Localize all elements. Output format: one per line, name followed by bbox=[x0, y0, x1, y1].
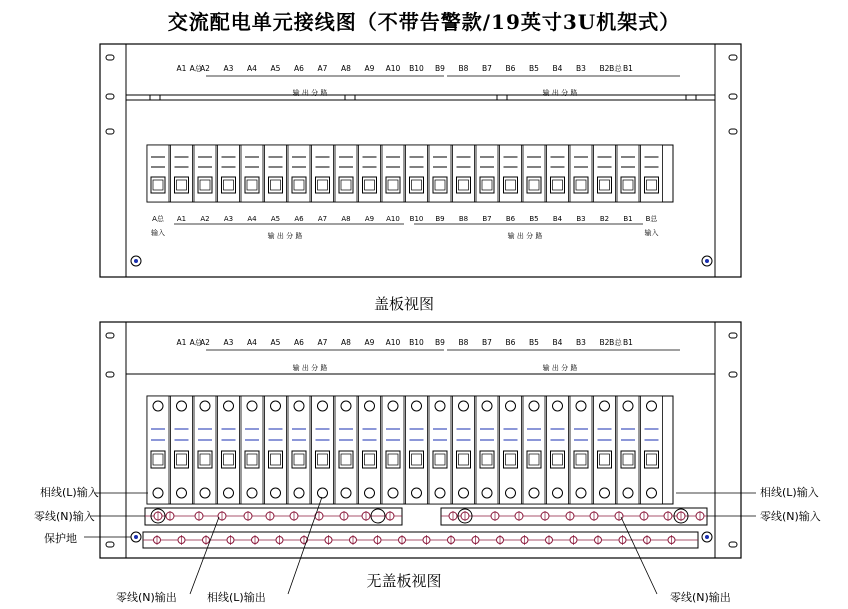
breaker-open bbox=[406, 396, 428, 504]
breaker-label-lower: A2 bbox=[200, 215, 210, 223]
diagram-title: 交流配电单元接线图（不带告警款/19英寸3U机架式） bbox=[167, 10, 681, 34]
breaker-open bbox=[523, 396, 545, 504]
breaker-top-terminal bbox=[224, 401, 234, 411]
breaker-label: A5 bbox=[270, 338, 281, 347]
breaker-top bbox=[594, 145, 616, 202]
breaker-bottom-terminal bbox=[553, 488, 563, 498]
ground-screw-center bbox=[705, 259, 709, 263]
breaker-label: A3 bbox=[223, 338, 234, 347]
breaker-label: B5 bbox=[529, 64, 539, 73]
breaker-label-lower: B2 bbox=[599, 215, 610, 223]
breaker-top bbox=[523, 145, 545, 202]
breaker-top-terminal bbox=[153, 401, 163, 411]
breaker-label-lower: B3 bbox=[576, 215, 586, 223]
breaker-bottom-terminal bbox=[529, 488, 539, 498]
breaker-top bbox=[382, 145, 404, 202]
mount-slot bbox=[106, 94, 114, 99]
breaker-bottom-terminal bbox=[224, 488, 234, 498]
breaker-label: B7 bbox=[482, 338, 492, 347]
breaker-bottom-terminal bbox=[177, 488, 187, 498]
breaker-open bbox=[312, 396, 334, 504]
breaker-top bbox=[476, 145, 498, 202]
breaker-top bbox=[617, 145, 639, 202]
breaker-label: A7 bbox=[317, 338, 328, 347]
breaker-open bbox=[147, 396, 169, 504]
breaker-top bbox=[359, 145, 381, 202]
breaker-open bbox=[359, 396, 381, 504]
breaker-top bbox=[312, 145, 334, 202]
breaker-top bbox=[265, 145, 287, 202]
phase-input-label-left: 相线(L)输入 bbox=[40, 486, 99, 499]
breaker-label: B1 bbox=[623, 64, 633, 73]
breaker-bottom-terminal bbox=[341, 488, 351, 498]
breaker-label: B6 bbox=[505, 64, 516, 73]
breaker-bottom-terminal bbox=[153, 488, 163, 498]
breaker-label: A9 bbox=[364, 64, 375, 73]
breaker-label: A4 bbox=[247, 338, 257, 347]
breaker-label: B总 bbox=[609, 338, 622, 347]
breaker-top bbox=[453, 145, 475, 202]
latch bbox=[686, 95, 696, 100]
mount-slot bbox=[106, 55, 114, 60]
breaker-label-lower: B6 bbox=[505, 215, 516, 223]
breaker-top bbox=[288, 145, 310, 202]
breaker-label-lower: A9 bbox=[364, 215, 375, 223]
latch bbox=[150, 95, 160, 100]
group-b-label: 输 出 分 路 bbox=[542, 89, 578, 97]
breaker-label-lower: A6 bbox=[294, 215, 304, 223]
mount-slot bbox=[106, 129, 114, 134]
breaker-label: B2 bbox=[599, 338, 610, 347]
neutral-output-label-right: 零线(N)输出 bbox=[670, 591, 731, 604]
breaker-label: B7 bbox=[482, 64, 492, 73]
breaker-bottom-terminal bbox=[600, 488, 610, 498]
neutral-output-label-left: 零线(N)输出 bbox=[116, 591, 177, 604]
breaker-bottom-terminal bbox=[365, 488, 375, 498]
breaker-label-lower: B总 bbox=[645, 215, 658, 223]
breaker-label-lower: A4 bbox=[247, 215, 257, 223]
latch bbox=[345, 95, 355, 100]
breaker-top bbox=[147, 145, 169, 202]
breaker-label: A4 bbox=[247, 64, 257, 73]
breaker-label: B1 bbox=[623, 338, 633, 347]
breaker-label: A6 bbox=[294, 338, 304, 347]
breaker-top-terminal bbox=[529, 401, 539, 411]
breaker-top-terminal bbox=[318, 401, 328, 411]
breaker-bottom-terminal bbox=[435, 488, 445, 498]
mount-slot bbox=[729, 55, 737, 60]
breaker-bottom-terminal bbox=[247, 488, 257, 498]
mount-slot bbox=[729, 129, 737, 134]
breaker-open bbox=[382, 396, 404, 504]
breaker-open bbox=[171, 396, 193, 504]
neutral-input-label-right: 零线(N)输入 bbox=[760, 510, 821, 523]
breaker-label: B10 bbox=[409, 64, 424, 73]
breaker-label-lower: B9 bbox=[435, 215, 445, 223]
group-a-label-lower: 输 出 分 路 bbox=[267, 232, 303, 240]
breaker-top bbox=[570, 145, 592, 202]
breaker-top-terminal bbox=[200, 401, 210, 411]
breaker-bottom-terminal bbox=[318, 488, 328, 498]
breaker-top-terminal bbox=[553, 401, 563, 411]
input-label-a: 输入 bbox=[151, 229, 165, 237]
breaker-label-lower: A1 bbox=[176, 215, 187, 223]
ground-label: 保护地 bbox=[44, 532, 77, 545]
breaker-open bbox=[335, 396, 357, 504]
breaker-label: B8 bbox=[458, 64, 469, 73]
ground-screw-center bbox=[134, 259, 138, 263]
ground-screw-center bbox=[134, 535, 138, 539]
breaker-bottom-terminal bbox=[576, 488, 586, 498]
breaker-label-lower: B10 bbox=[409, 215, 424, 223]
breaker-label-lower: A10 bbox=[386, 215, 400, 223]
bottom-view-caption: 无盖板视图 bbox=[366, 572, 442, 590]
breaker-open bbox=[453, 396, 475, 504]
breaker-open bbox=[218, 396, 240, 504]
breaker-label: A7 bbox=[317, 64, 328, 73]
breaker-open bbox=[594, 396, 616, 504]
breaker-open bbox=[288, 396, 310, 504]
breaker-label: B8 bbox=[458, 338, 469, 347]
phase-output-label: 相线(L)输出 bbox=[207, 591, 266, 604]
breaker-label-lower: B4 bbox=[552, 215, 563, 223]
breaker-top-terminal bbox=[435, 401, 445, 411]
breaker-label: A8 bbox=[341, 64, 351, 73]
breaker-bottom-terminal bbox=[623, 488, 633, 498]
mount-slot bbox=[106, 372, 114, 377]
breaker-top-terminal bbox=[365, 401, 375, 411]
breaker-label: A3 bbox=[223, 64, 234, 73]
breaker-label: A6 bbox=[294, 64, 304, 73]
open-panel-view bbox=[84, 322, 756, 594]
breaker-label: A9 bbox=[364, 338, 375, 347]
phase-input-label-right: 相线(L)输入 bbox=[760, 486, 819, 499]
latch bbox=[497, 95, 507, 100]
group-b-label-lower: 输 出 分 路 bbox=[507, 232, 543, 240]
mount-slot bbox=[729, 372, 737, 377]
breaker-top bbox=[218, 145, 240, 202]
breaker-label: B10 bbox=[409, 338, 424, 347]
breaker-label-lower: B7 bbox=[482, 215, 492, 223]
breaker-top-terminal bbox=[177, 401, 187, 411]
cover-panel-view bbox=[100, 44, 741, 277]
breaker-top bbox=[194, 145, 216, 202]
breaker-label: B3 bbox=[576, 64, 586, 73]
breaker-label-lower: A7 bbox=[317, 215, 328, 223]
breaker-top bbox=[406, 145, 428, 202]
breaker-bottom-terminal bbox=[482, 488, 492, 498]
breaker-label: A总 bbox=[189, 64, 203, 73]
breaker-top-terminal bbox=[294, 401, 304, 411]
group-b-label: 输 出 分 路 bbox=[542, 364, 578, 372]
breaker-label-lower: A5 bbox=[270, 215, 281, 223]
breaker-top-terminal bbox=[271, 401, 281, 411]
breaker-label-lower: A总 bbox=[152, 215, 164, 223]
leader-neutral-out-left bbox=[190, 517, 219, 594]
leader-neutral-out-right bbox=[621, 517, 657, 594]
breaker-top-terminal bbox=[576, 401, 586, 411]
breaker-open bbox=[476, 396, 498, 504]
breaker-label: B6 bbox=[505, 338, 516, 347]
breaker-open bbox=[617, 396, 639, 504]
breaker-bottom-terminal bbox=[506, 488, 516, 498]
input-label-b: 输入 bbox=[644, 229, 659, 237]
breaker-bottom-terminal bbox=[294, 488, 304, 498]
breaker-bottom-terminal bbox=[388, 488, 398, 498]
breaker-bottom-terminal bbox=[200, 488, 210, 498]
breaker-top bbox=[241, 145, 263, 202]
mount-slot bbox=[729, 94, 737, 99]
breaker-top-terminal bbox=[600, 401, 610, 411]
breaker-top-terminal bbox=[623, 401, 633, 411]
breaker-top-terminal bbox=[506, 401, 516, 411]
breaker-top bbox=[171, 145, 193, 202]
breaker-label: B4 bbox=[552, 338, 563, 347]
breaker-label: A10 bbox=[385, 64, 401, 73]
breaker-open bbox=[429, 396, 451, 504]
breaker-bottom-terminal bbox=[271, 488, 281, 498]
breaker-label: A5 bbox=[270, 64, 281, 73]
breaker-top-terminal bbox=[647, 401, 657, 411]
breaker-top-terminal bbox=[459, 401, 469, 411]
breaker-label-lower: B5 bbox=[529, 215, 539, 223]
breaker-label-lower: B8 bbox=[458, 215, 469, 223]
breaker-label: B9 bbox=[435, 64, 445, 73]
breaker-open bbox=[500, 396, 522, 504]
breaker-label: A1 bbox=[176, 64, 187, 73]
group-a-label: 输 出 分 路 bbox=[292, 364, 328, 372]
breaker-label-lower: A8 bbox=[341, 215, 351, 223]
breaker-top-terminal bbox=[412, 401, 422, 411]
breaker-label-lower: A3 bbox=[223, 215, 234, 223]
breaker-label-lower: B1 bbox=[623, 215, 633, 223]
breaker-open bbox=[241, 396, 263, 504]
leader-phase-out bbox=[288, 497, 322, 594]
breaker-top-terminal bbox=[388, 401, 398, 411]
breaker-label: B9 bbox=[435, 338, 445, 347]
neutral-input-label-left: 零线(N)输入 bbox=[34, 510, 95, 523]
breaker-label: A2 bbox=[200, 64, 210, 73]
breaker-label: A10 bbox=[385, 338, 401, 347]
mount-slot bbox=[729, 542, 737, 547]
breaker-top-terminal bbox=[482, 401, 492, 411]
breaker-label: B总 bbox=[609, 64, 622, 73]
breaker-top bbox=[641, 145, 663, 202]
breaker-bottom-terminal bbox=[647, 488, 657, 498]
top-view-caption: 盖板视图 bbox=[373, 295, 434, 313]
breaker-label: A总 bbox=[189, 338, 203, 347]
breaker-open bbox=[265, 396, 287, 504]
breaker-bottom-terminal bbox=[459, 488, 469, 498]
breaker-label: B5 bbox=[529, 338, 539, 347]
breaker-open bbox=[641, 396, 663, 504]
breaker-label: A1 bbox=[176, 338, 187, 347]
breaker-label: A8 bbox=[341, 338, 351, 347]
breaker-top bbox=[429, 145, 451, 202]
breaker-open bbox=[547, 396, 569, 504]
breaker-open bbox=[570, 396, 592, 504]
breaker-bottom-terminal bbox=[412, 488, 422, 498]
mount-slot bbox=[106, 333, 114, 338]
breaker-top bbox=[335, 145, 357, 202]
breaker-top-terminal bbox=[341, 401, 351, 411]
breaker-top-terminal bbox=[247, 401, 257, 411]
breaker-open bbox=[194, 396, 216, 504]
breaker-label: B4 bbox=[552, 64, 563, 73]
ground-screw-center bbox=[705, 535, 709, 539]
breaker-top bbox=[547, 145, 569, 202]
breaker-label: B2 bbox=[599, 64, 610, 73]
mount-slot bbox=[106, 542, 114, 547]
group-a-label: 输 出 分 路 bbox=[292, 89, 328, 97]
breaker-top bbox=[500, 145, 522, 202]
breaker-label: B3 bbox=[576, 338, 586, 347]
mount-slot bbox=[729, 333, 737, 338]
breaker-label: A2 bbox=[200, 338, 210, 347]
